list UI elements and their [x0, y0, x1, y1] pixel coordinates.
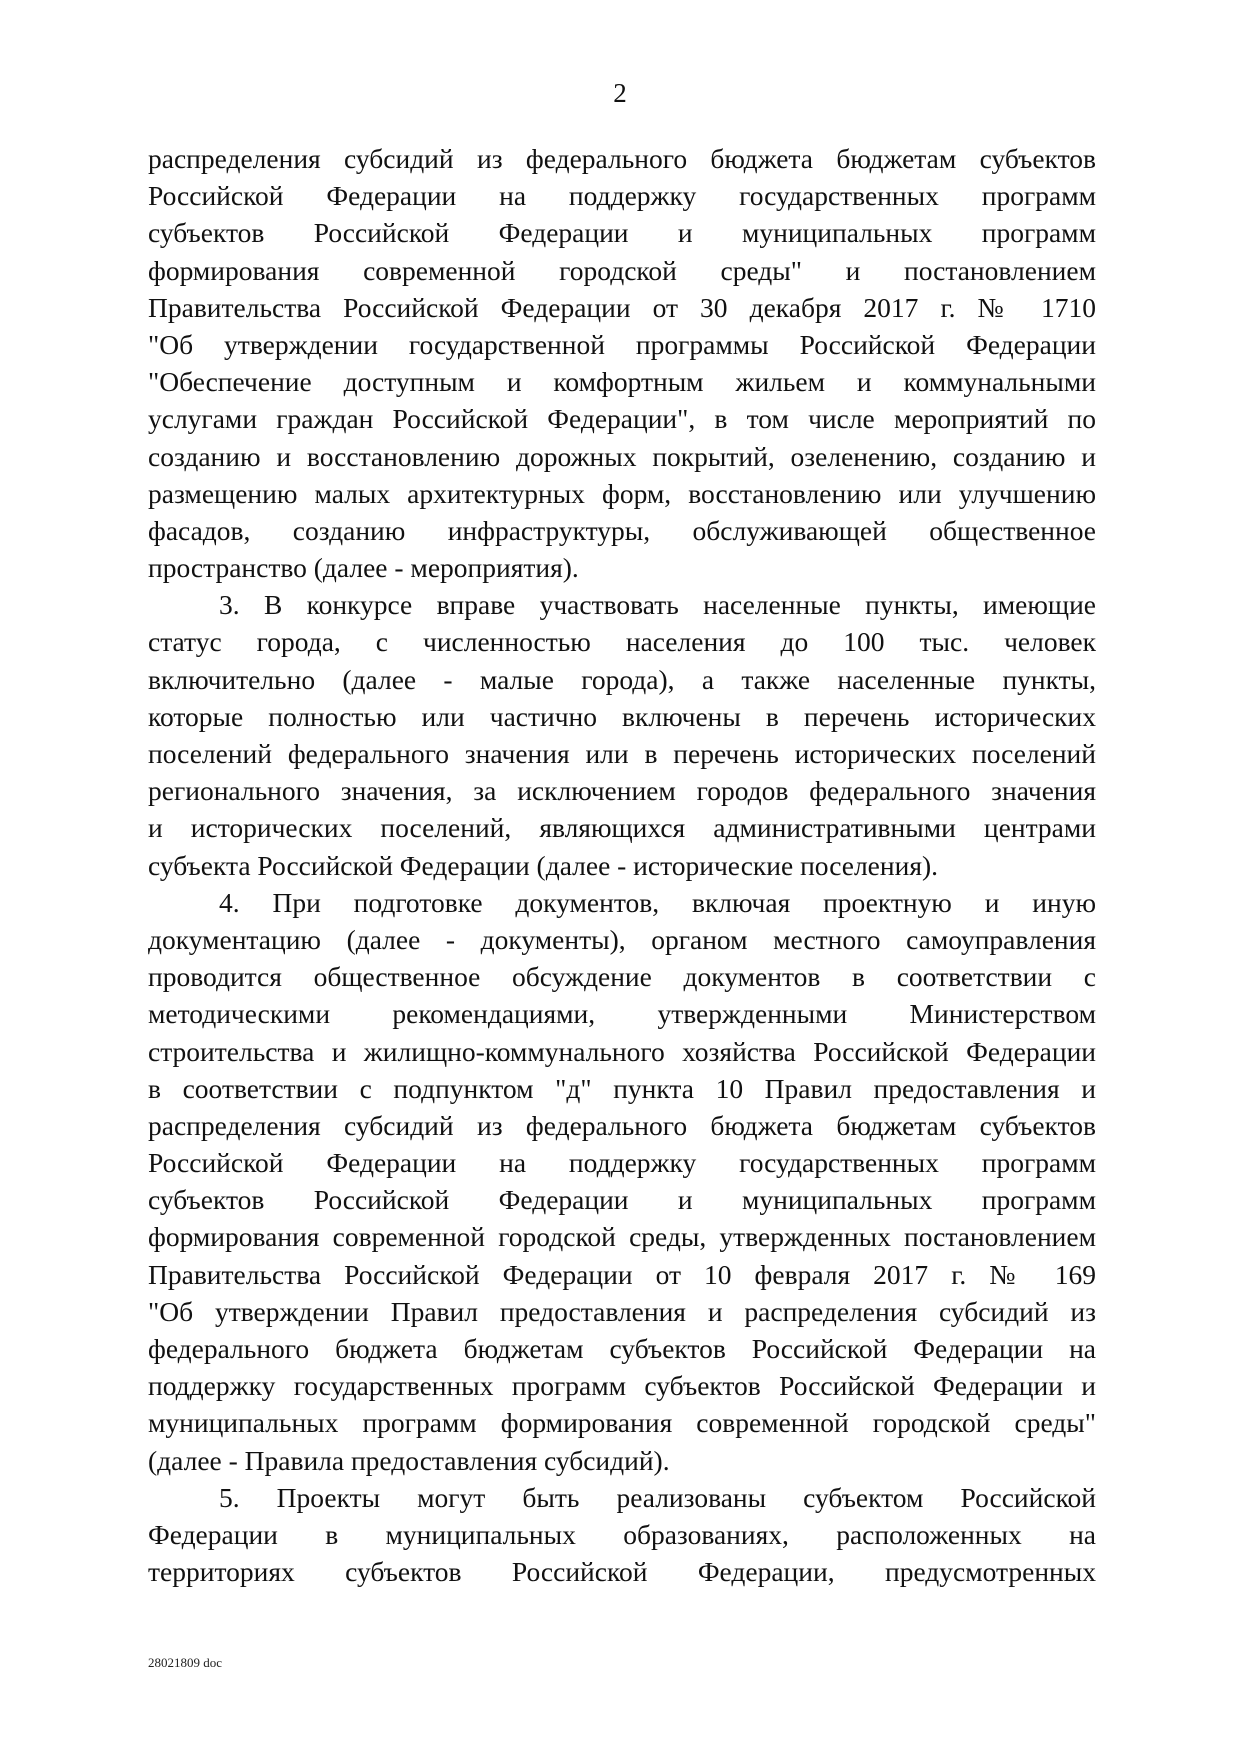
text-line: в соответствии с подпунктом "д" пункта 10 Правил предоставления и: [148, 1072, 1096, 1104]
text-line: формирования современной городской среды" и постановлением: [148, 254, 1096, 286]
text-line: Российской Федерации на поддержку государственных программ: [148, 180, 1096, 212]
text-line: Правительства Российской Федерации от 10 февраля 2017 г. № 169: [148, 1258, 1096, 1290]
text-line: распределения субсидий из федерального бюджета бюджетам субъектов: [148, 1109, 1096, 1141]
text-line: федерального бюджета бюджетам субъектов Российской Федерации на: [148, 1333, 1096, 1364]
text-line: и исторических поселений, являющихся административными центрами: [148, 812, 1096, 844]
text-line: муниципальных программ формирования современной городской среды": [148, 1407, 1096, 1439]
body-text: [148, 140, 1096, 1590]
paragraph-first-line: 5. Проекты могут быть реализованы субъектом Российской: [219, 1481, 1096, 1513]
text-line: услугами граждан Российской Федерации", в том числе мероприятий по: [148, 403, 1096, 435]
paragraph-first-line: 3. В конкурсе вправе участвовать населенные пункты, имеющие: [219, 589, 1096, 621]
text-line: формирования современной городской среды, утвержденных постановлением: [148, 1221, 1096, 1253]
text-line: территориях субъектов Российской Федерации, предусмотренных: [148, 1556, 1096, 1588]
text-line: которые полностью или частично включены в перечень исторических: [148, 700, 1096, 732]
text-line: регионального значения, за исключением городов федерального значения: [148, 775, 1096, 807]
text-line: документацию (далее - документы), органом местного самоуправления: [148, 923, 1096, 955]
text-line: субъектов Российской Федерации и муниципальных программ: [148, 217, 1096, 249]
page-number: 2: [613, 78, 627, 108]
text-line: субъектов Российской Федерации и муниципальных программ: [148, 1184, 1096, 1216]
text-line: включительно (далее - малые города), а также населенные пункты,: [148, 663, 1096, 695]
text-line: проводится общественное обсуждение документов в соответствии с: [148, 961, 1096, 993]
text-line: фасадов, созданию инфраструктуры, обслуживающей общественное: [148, 514, 1096, 546]
paragraph-first-line: 4. При подготовке документов, включая проектную и иную: [219, 886, 1096, 918]
text-line: поддержку государственных программ субъектов Российской Федерации и: [148, 1370, 1096, 1402]
text-line: "Об утверждении государственной программы Российской Федерации: [148, 328, 1096, 360]
text-line: поселений федерального значения или в перечень исторических поселений: [148, 738, 1096, 769]
text-line: статус города, с численностью населения до 100 тыс. человек: [148, 626, 1096, 658]
text-line: Правительства Российской Федерации от 30 декабря 2017 г. № 1710: [148, 291, 1096, 323]
text-line: "Об утверждении Правил предоставления и распределения субсидий из: [148, 1295, 1096, 1327]
text-line: распределения субсидий из федерального бюджета бюджетам субъектов: [148, 143, 1096, 174]
text-line: размещению малых архитектурных форм, восстановлению или улучшению: [148, 477, 1096, 509]
text-line: созданию и восстановлению дорожных покрытий, озеленению, созданию и: [148, 440, 1096, 472]
document-footer-code: 28021809 doc: [148, 1655, 223, 1670]
text-line: пространство (далее - мероприятия).: [148, 552, 579, 584]
text-line: "Обеспечение доступным и комфортным жильем и коммунальными: [148, 366, 1096, 398]
text-line: субъекта Российской Федерации (далее - исторические поселения).: [148, 849, 939, 881]
text-line: (далее - Правила предоставления субсидий).: [148, 1444, 670, 1476]
text-line: Федерации в муниципальных образованиях, расположенных на: [148, 1518, 1096, 1550]
text-line: методическими рекомендациями, утвержденными Министерством: [148, 998, 1096, 1030]
text-line: строительства и жилищно-коммунального хозяйства Российской Федерации: [148, 1035, 1096, 1067]
text-line: Российской Федерации на поддержку государственных программ: [148, 1147, 1096, 1179]
